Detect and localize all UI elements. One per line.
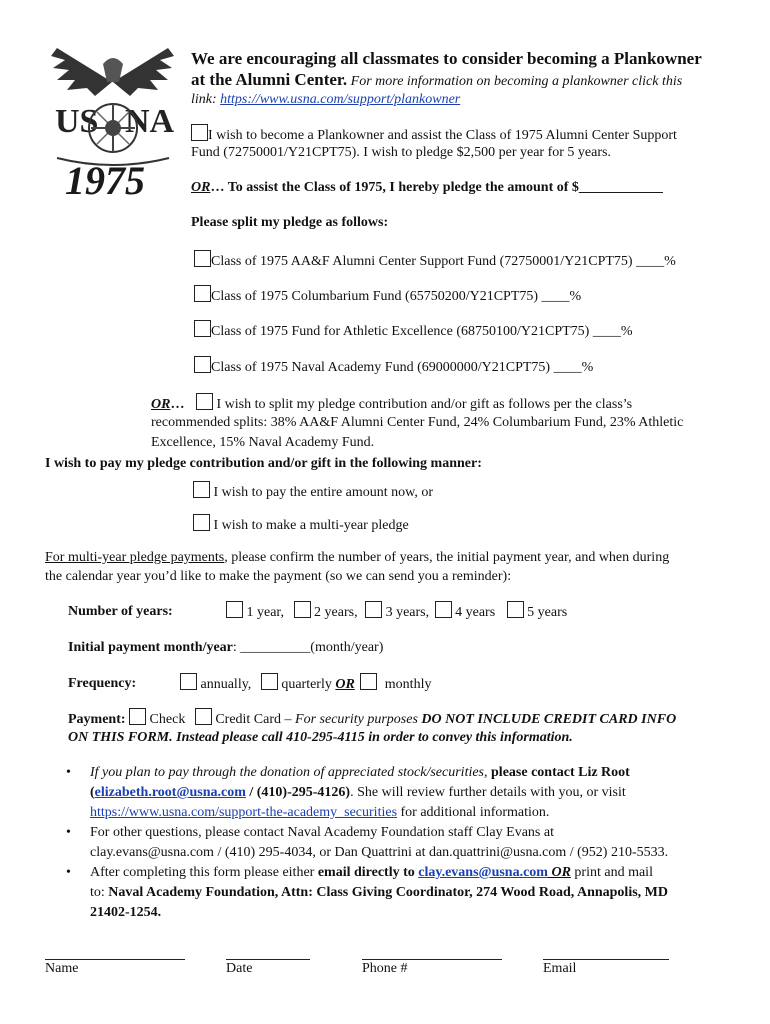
monthly-label: monthly xyxy=(384,677,432,692)
header-link-label: link: xyxy=(191,92,217,107)
bullet3-bold: email directly to xyxy=(317,865,415,880)
multiyear-line2: the calendar year you’d like to make the payment (so we can send you a reminder): xyxy=(45,569,512,584)
multi-year-checkbox[interactable] xyxy=(193,514,210,531)
fund-athletic-checkbox[interactable] xyxy=(194,320,211,337)
years-2-label: 2 years, xyxy=(314,605,358,620)
payment-row xyxy=(68,708,676,729)
payment-line2: ON THIS FORM. Instead please call 410-295-4115 in order to convey this information. xyxy=(68,730,573,745)
or-split-line2: recommended splits: 38% AA&F Alumni Center Fund, 24% Columbarium Fund, 23% Athletic xyxy=(151,415,684,430)
plankowner-link[interactable]: https://www.usna.com/support/plankowner xyxy=(220,92,461,107)
years-1-label: 1 year, xyxy=(246,605,285,620)
or-split-row xyxy=(151,393,632,414)
annually-label: annually, xyxy=(200,677,252,692)
frequency-or: OR xyxy=(335,677,355,692)
bullet3-rest: print and mail xyxy=(570,865,653,880)
logo-year: 1975 xyxy=(65,158,145,203)
years-5-checkbox[interactable] xyxy=(507,601,524,618)
or-pledge-text: … To assist the Class of 1975, I hereby pledge the amount of $____________ xyxy=(210,180,663,195)
bullet1-phone: / (410)-295-4126) xyxy=(245,785,351,800)
years-label: Number of years: xyxy=(68,604,173,619)
multiyear-line1 xyxy=(45,548,669,567)
signature-date-field[interactable] xyxy=(226,959,310,977)
years-5-label: 5 years xyxy=(527,605,568,620)
monthly-checkbox[interactable] xyxy=(360,673,377,690)
logo-letters-left: US xyxy=(55,103,99,140)
frequency-label: Frequency: xyxy=(68,676,137,691)
bullet1-rest: . She will review further details with you, or visit xyxy=(350,785,626,800)
header-title-line1: We are encouraging all classmates to consider becoming a Plankowner xyxy=(191,49,702,68)
years-4-checkbox[interactable] xyxy=(435,601,452,618)
pay-now-label: I wish to pay the entire amount now, or xyxy=(213,485,434,500)
fund-columbarium-checkbox[interactable] xyxy=(194,285,211,302)
info-bullets xyxy=(64,763,764,923)
or-pledge-or: OR xyxy=(191,180,211,195)
fund-athletic-label: Class of 1975 Fund for Athletic Excellence (68750100/Y21CPT75) ____% xyxy=(211,324,633,339)
or-split-line1: I wish to split my pledge contribution and/or gift as follows per the class’s xyxy=(216,397,633,412)
bullet1-open-paren: ( xyxy=(90,785,95,800)
fund-row-athletic xyxy=(194,320,633,341)
signature-name-label: Name xyxy=(45,961,79,976)
plankowner-text-line1: I wish to become a Plankowner and assist the Class of 1975 Alumni Center Support xyxy=(208,128,677,143)
signature-name-field[interactable] xyxy=(45,959,185,977)
multiyear-underlined: For multi-year pledge payments xyxy=(45,550,225,565)
fund-row-naval xyxy=(194,356,593,377)
quarterly-checkbox[interactable] xyxy=(261,673,278,690)
or-split-or: OR xyxy=(151,397,171,412)
or-pledge-row xyxy=(191,178,663,197)
credit-card-checkbox[interactable] xyxy=(195,708,212,725)
clay-evans-email-link[interactable]: clay.evans@usna.com xyxy=(418,865,548,880)
bullet1-bold: please contact Liz Root xyxy=(487,765,630,780)
recommended-split-checkbox[interactable] xyxy=(196,393,213,410)
usna-1975-crest-logo xyxy=(47,46,178,206)
bullet2-line2: clay.evans@usna.com / (410) 295-4034, or Dan Quattrini at dan.quattrini@usna.com / (952) 210-5533. xyxy=(90,845,669,860)
fund-naval-checkbox[interactable] xyxy=(194,356,211,373)
fund-naval-label: Class of 1975 Naval Academy Fund (69000000/Y21CPT75) ____% xyxy=(211,360,594,375)
bullet2-line1: For other questions, please contact Naval Academy Foundation staff Clay Evans at xyxy=(90,825,554,840)
header-title-line2 xyxy=(191,70,682,92)
initial-payment-row xyxy=(68,638,383,657)
initial-payment-colon: : xyxy=(232,640,237,655)
bullet1-italic: If you plan to pay through the donation of appreciated stock/securities, xyxy=(90,765,488,780)
payment-security: For security purposes xyxy=(295,712,418,727)
years-4-label: 4 years xyxy=(455,605,496,620)
header-info-text: For more information on becoming a plankowner click this xyxy=(350,74,683,89)
header-link-line xyxy=(191,90,460,109)
or-split-ellipsis: … xyxy=(170,397,185,412)
check-label: Check xyxy=(149,712,186,727)
plankowner-checkbox[interactable] xyxy=(191,124,208,141)
years-1-checkbox[interactable] xyxy=(226,601,243,618)
annually-checkbox[interactable] xyxy=(180,673,197,690)
fund-columbarium-label: Class of 1975 Columbarium Fund (65750200/Y21CPT75) ____% xyxy=(211,289,582,304)
fund-row-aaf xyxy=(194,250,676,271)
or-split-line3: Excellence, 15% Naval Academy Fund. xyxy=(151,435,375,450)
bullet-securities xyxy=(64,763,764,823)
liz-root-email-link[interactable]: elizabeth.root@usna.com xyxy=(94,785,246,800)
bullet-questions xyxy=(64,823,764,863)
split-heading: Please split my pledge as follows: xyxy=(191,215,389,230)
credit-card-label: Credit Card xyxy=(215,712,282,727)
plankowner-text-line2: Fund (72750001/Y21CPT75). I wish to pledge $2,500 per year for 5 years. xyxy=(191,145,611,160)
frequency-options xyxy=(180,673,431,694)
check-checkbox[interactable] xyxy=(129,708,146,725)
bullet1-end: for additional information. xyxy=(397,805,550,820)
pay-now-checkbox[interactable] xyxy=(193,481,210,498)
payment-label: Payment: xyxy=(68,712,126,727)
quarterly-label: quarterly xyxy=(281,677,332,692)
signature-phone-field[interactable] xyxy=(362,959,502,977)
bullet3-addr1: Naval Academy Foundation, Attn: Class Giving Coordinator, 274 Wood Road, Annapolis, MD xyxy=(108,885,668,900)
manner-heading: I wish to pay my pledge contribution and/or gift in the following manner: xyxy=(45,456,482,471)
bullet-mail xyxy=(64,863,764,923)
securities-link[interactable]: https://www.usna.com/support-the-academy_securities xyxy=(90,805,398,820)
fund-aaf-checkbox[interactable] xyxy=(194,250,211,267)
manner-option-multiyear-row xyxy=(193,514,409,535)
bullet3-start: After completing this form please either xyxy=(90,865,318,880)
years-options xyxy=(226,601,567,622)
header-title-line2-text: at the Alumni Center. xyxy=(191,70,348,89)
signature-email-label: Email xyxy=(543,961,577,976)
multi-year-label: I wish to make a multi-year pledge xyxy=(213,518,409,533)
logo-letters-right: NA xyxy=(125,103,175,140)
payment-dash: – xyxy=(281,712,296,727)
initial-payment-blank[interactable]: __________ xyxy=(236,640,311,655)
bullet3-addr2: 21402-1254. xyxy=(90,905,162,920)
signature-phone-label: Phone # xyxy=(362,961,408,976)
fund-aaf-label: Class of 1975 AA&F Alumni Center Support Fund (72750001/Y21CPT75) ____% xyxy=(211,254,676,269)
years-3-checkbox[interactable] xyxy=(365,601,382,618)
years-2-checkbox[interactable] xyxy=(294,601,311,618)
bullet3-or: OR xyxy=(547,865,571,880)
multiyear-line1-rest: , please confirm the number of years, the initial payment year, and when during xyxy=(224,550,670,565)
bullet3-to: to: xyxy=(90,885,109,900)
signature-date-label: Date xyxy=(226,961,253,976)
plankowner-row xyxy=(191,124,677,145)
initial-payment-label: Initial payment month/year xyxy=(68,640,233,655)
signature-email-field[interactable] xyxy=(543,959,669,977)
payment-warning: DO NOT INCLUDE CREDIT CARD INFO xyxy=(417,712,677,727)
initial-payment-suffix: (month/year) xyxy=(310,640,384,655)
fund-row-columbarium xyxy=(194,285,581,306)
manner-option-now-row xyxy=(193,481,433,502)
years-3-label: 3 years, xyxy=(385,605,430,620)
